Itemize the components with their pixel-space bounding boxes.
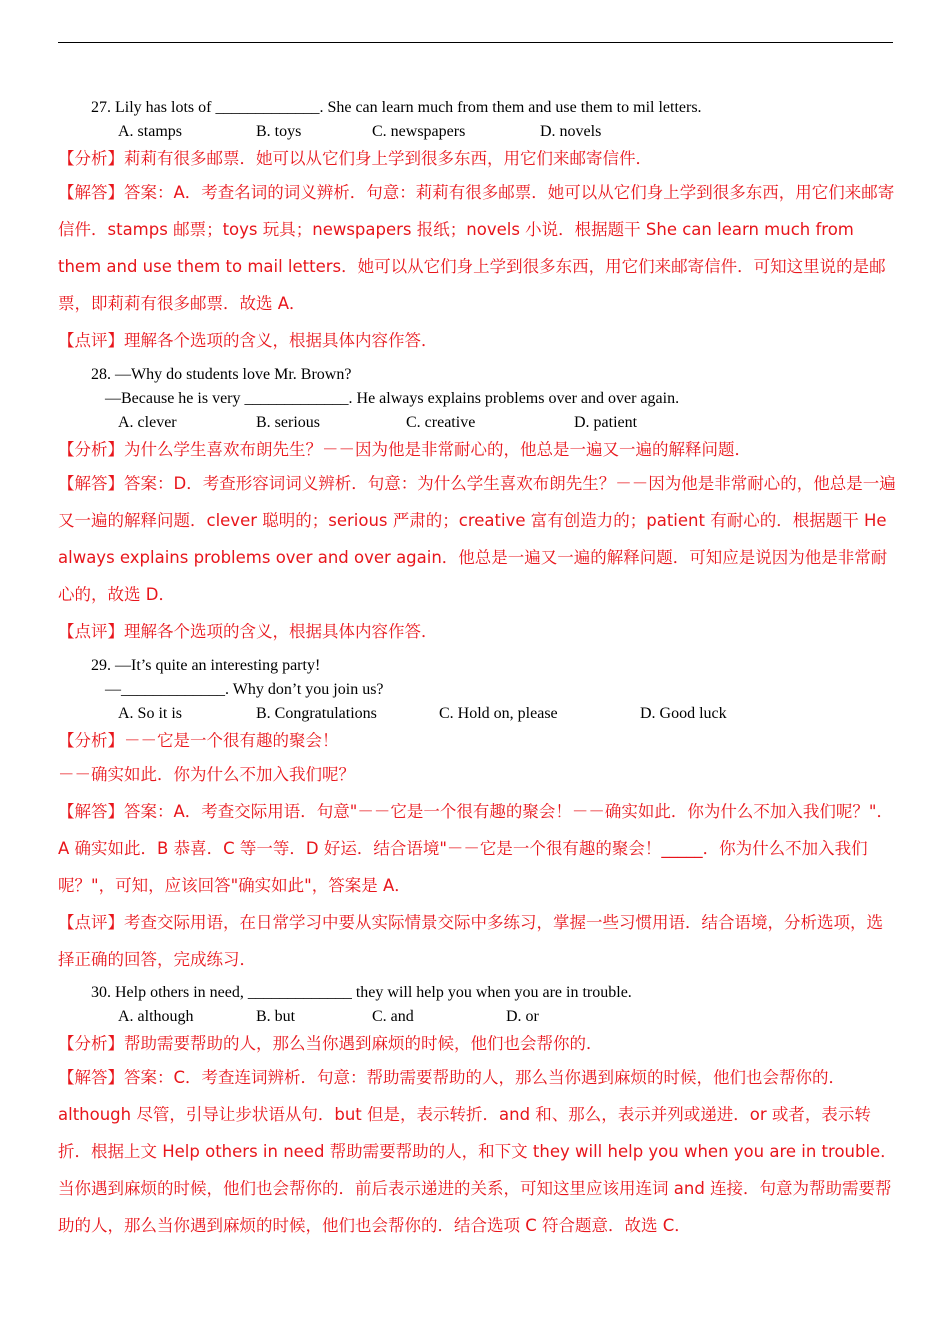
question-30 (58, 981, 898, 1244)
option-b: B. toys (256, 123, 302, 140)
analysis: 【分析】为什么学生喜欢布朗先生？－－因为他是非常耐心的，他总是一遍又一遍的解释问题． (58, 440, 751, 459)
options-row (58, 1005, 898, 1029)
question-stem: 27. Lily has lots of _____________. She can learn much from them and use them to mil letters. (91, 99, 702, 116)
question-stem: 29. —It’s quite an interesting party! (91, 657, 321, 674)
option-a: A. although (118, 1008, 194, 1025)
analysis: 【分析】帮助需要帮助的人，那么当你遇到麻烦的时候，他们也会帮你的． (58, 1034, 603, 1053)
header-rule (58, 42, 893, 43)
option-c: C. creative (406, 414, 476, 431)
option-a: A. clever (118, 414, 177, 431)
question-stem-reply: —Because he is very _____________. He always explains problems over and over again. (105, 390, 680, 407)
answer: 【解答】答案：A．考查交际用语．句意"－－它是一个很有趣的聚会！－－确实如此．你为什么不加入我们呢？"．A 确实如此．B 恭喜．C 等一等．D 好运．结合语境"－－它是一个很有趣的聚会！_____．你为什么不加入我们呢？"，可知，应该回答"确实如此"，答案是 A． (58, 802, 893, 895)
option-d: D. novels (540, 123, 602, 140)
comment: 【点评】理解各个选项的含义，根据具体内容作答． (58, 331, 438, 350)
options-row (58, 702, 898, 726)
comment: 【点评】考查交际用语，在日常学习中要从实际情景交际中多练习，掌握一些习惯用语．结合语境，分析选项，选择正确的回答，完成练习． (58, 913, 883, 969)
answer: 【解答】答案：A．考查名词的词义辨析．句意：莉莉有很多邮票．她可以从它们身上学到很多东西，用它们来邮寄信件．stamps 邮票；toys 玩具；newspapers 报纸；novels 小说．根据题干 She can learn much from them and use them to mail letters．她可以从它们身上学到很多东西，用它们来邮寄信件．可知这里说的是邮票，即莉莉有很多邮票．故选 A． (58, 183, 895, 313)
analysis: 【分析】莉莉有很多邮票．她可以从它们身上学到很多东西，用它们来邮寄信件． (58, 149, 652, 168)
question-29 (58, 654, 898, 978)
comment: 【点评】理解各个选项的含义，根据具体内容作答． (58, 622, 438, 641)
option-b: B. serious (256, 414, 320, 431)
question-stem: 30. Help others in need, _____________ they will help you when you are in trouble. (91, 984, 632, 1001)
options-row (58, 411, 898, 435)
answer: 【解答】答案：D．考查形容词词义辨析．句意：为什么学生喜欢布朗先生？－－因为他是非常耐心的，他总是一遍又一遍的解释问题．clever 聪明的；serious 严肃的；creative 富有创造力的；patient 有耐心的．根据题干 He always explains problems over and over again．他总是一遍又一遍的解释问题．可知应是说因为他是非常耐心的，故选 D． (58, 474, 896, 604)
question-28 (58, 363, 898, 650)
option-d: D. or (506, 1008, 539, 1025)
option-c: C. newspapers (372, 123, 466, 140)
option-a: A. stamps (118, 123, 182, 140)
option-c: C. Hold on, please (439, 705, 558, 722)
option-b: B. but (256, 1008, 296, 1025)
options-row (58, 120, 898, 144)
option-a: A. So it is (118, 705, 183, 722)
analysis: 【分析】－－它是一个很有趣的聚会！ (58, 731, 339, 750)
option-b: B. Congratulations (256, 705, 377, 722)
question-stem-reply: —_____________. Why don’t you join us? (105, 681, 384, 698)
answer: 【解答】答案：C．考查连词辨析．句意：帮助需要帮助的人，那么当你遇到麻烦的时候，他们也会帮你的．although 尽管，引导让步状语从句．but 但是，表示转折．and 和、那么，表示并列或递进．or 或者，表示转折．根据上文 Help others in need 帮助需要帮助的人，和下文 they will help you when you are in trouble．当你遇到麻烦的时候，他们也会帮你的．前后表示递进的关系，可知这里应该用连词 and 连接．句意为帮助需要帮助的人，那么当你遇到麻烦的时候，他们也会帮你的．结合选项 C 符合题意．故选 C． (58, 1068, 897, 1235)
option-d: D. patient (574, 414, 638, 431)
option-d: D. Good luck (640, 705, 727, 722)
analysis-continued: －－确实如此．你为什么不加入我们呢？ (58, 765, 355, 784)
option-c: C. and (372, 1008, 414, 1025)
question-stem: 28. —Why do students love Mr. Brown? (91, 366, 352, 383)
question-27 (58, 96, 898, 359)
